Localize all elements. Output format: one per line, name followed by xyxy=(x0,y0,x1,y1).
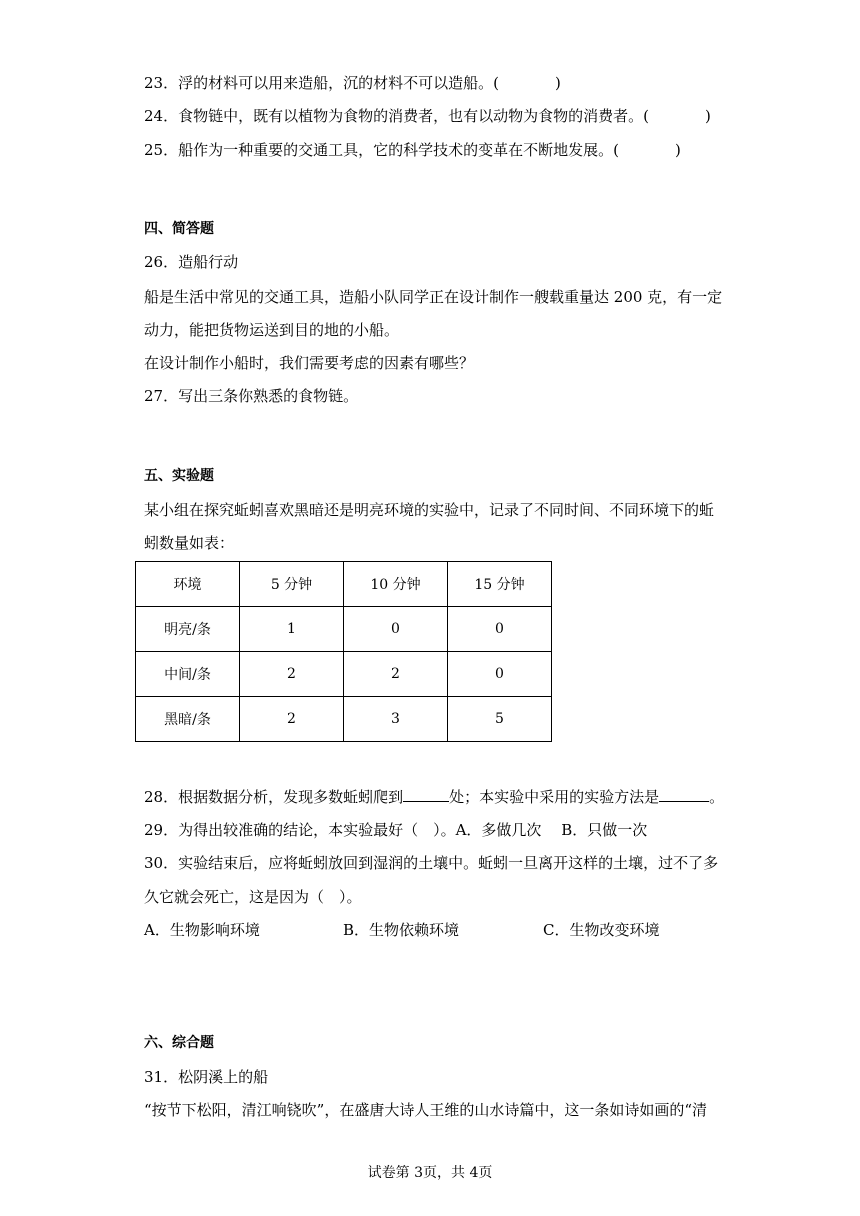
question-24-text: 24．食物链中，既有以植物为食物的消费者，也有以动物为食物的消费者。( xyxy=(144,107,649,125)
experiment-intro-1: 某小组在探究蚯蚓喜欢黑暗还是明亮环境的实验中，记录了不同时间、不同环境下的蚯 xyxy=(144,501,715,519)
fill-blank-method[interactable] xyxy=(659,787,709,802)
paren-close: ) xyxy=(674,141,681,159)
table-row xyxy=(136,652,552,697)
earthworm-data-table xyxy=(135,561,552,742)
table-header-cell: 15 分钟 xyxy=(448,562,552,607)
option-a: A．生物影响环境 xyxy=(144,921,260,939)
section-heading-short-answer: 四、简答题 xyxy=(144,221,214,237)
table-header-cell: 环境 xyxy=(136,562,240,607)
table-row xyxy=(136,607,552,652)
paren-close: ) xyxy=(704,107,711,125)
table-cell: 0 xyxy=(448,652,552,697)
table-cell: 0 xyxy=(344,607,448,652)
table-cell: 明亮/条 xyxy=(136,607,240,652)
table-header-cell: 5 分钟 xyxy=(240,562,344,607)
table-header-cell: 10 分钟 xyxy=(344,562,448,607)
question-30-line-2: 久它就会死亡，这是因为（ ）。 xyxy=(144,888,362,906)
table-cell: 1 xyxy=(240,607,344,652)
fill-blank-location[interactable] xyxy=(403,787,449,802)
question-25-text: 25．船作为一种重要的交通工具，它的科学技术的变革在不断地发展。( xyxy=(144,141,619,159)
question-28-text-b: 处；本实验中采用的实验方法是 xyxy=(449,788,660,806)
table-cell: 中间/条 xyxy=(136,652,240,697)
section-heading-experiment: 五、实验题 xyxy=(144,468,214,484)
option-c: C．生物改变环境 xyxy=(543,921,660,939)
question-26-paragraph-2: 动力，能把货物运送到目的地的小船。 xyxy=(144,321,400,339)
table-cell: 2 xyxy=(240,697,344,742)
page-footer: 试卷第 3页，共 4页 xyxy=(367,1165,493,1181)
question-26-title: 26．造船行动 xyxy=(144,253,239,271)
question-26-prompt: 在设计制作小船时，我们需要考虑的因素有哪些？ xyxy=(144,354,475,372)
experiment-intro-2: 蚓数量如表： xyxy=(144,534,235,552)
table-header-row xyxy=(136,562,552,607)
question-29: 29．为得出较准确的结论，本实验最好（ ）。A．多做几次 B．只做一次 xyxy=(144,821,648,839)
option-b: B．生物依赖环境 xyxy=(343,921,460,939)
table-cell: 3 xyxy=(344,697,448,742)
question-31-paragraph-1: “按节下松阳，清江响铙吹”，在盛唐大诗人王维的山水诗篇中，这一条如诗如画的“清 xyxy=(144,1101,708,1119)
table-cell: 2 xyxy=(344,652,448,697)
question-30-line-1: 30．实验结束后，应将蚯蚓放回到湿润的土壤中。蚯蚓一旦离开这样的土壤，过不了多 xyxy=(144,854,719,872)
table-cell: 2 xyxy=(240,652,344,697)
table-cell: 0 xyxy=(448,607,552,652)
question-28-text-c: 。 xyxy=(709,788,725,806)
question-24 xyxy=(144,106,711,126)
table-row xyxy=(136,697,552,742)
question-31-title: 31．松阴溪上的船 xyxy=(144,1068,269,1086)
table-cell: 5 xyxy=(448,697,552,742)
question-27: 27．写出三条你熟悉的食物链。 xyxy=(144,387,359,405)
paren-close: ) xyxy=(554,74,561,92)
section-heading-comprehensive: 六、综合题 xyxy=(144,1035,214,1051)
question-26-paragraph-1: 船是生活中常见的交通工具，造船小队同学正在设计制作一艘载重量达 200 克，有一定 xyxy=(144,288,723,306)
question-23-text: 23．浮的材料可以用来造船，沉的材料不可以造船。( xyxy=(144,74,499,92)
question-28 xyxy=(144,787,724,807)
question-28-text-a: 28．根据数据分析，发现多数蚯蚓爬到 xyxy=(144,788,404,806)
table-cell: 黑暗/条 xyxy=(136,697,240,742)
question-25 xyxy=(144,140,681,160)
question-23 xyxy=(144,73,561,93)
